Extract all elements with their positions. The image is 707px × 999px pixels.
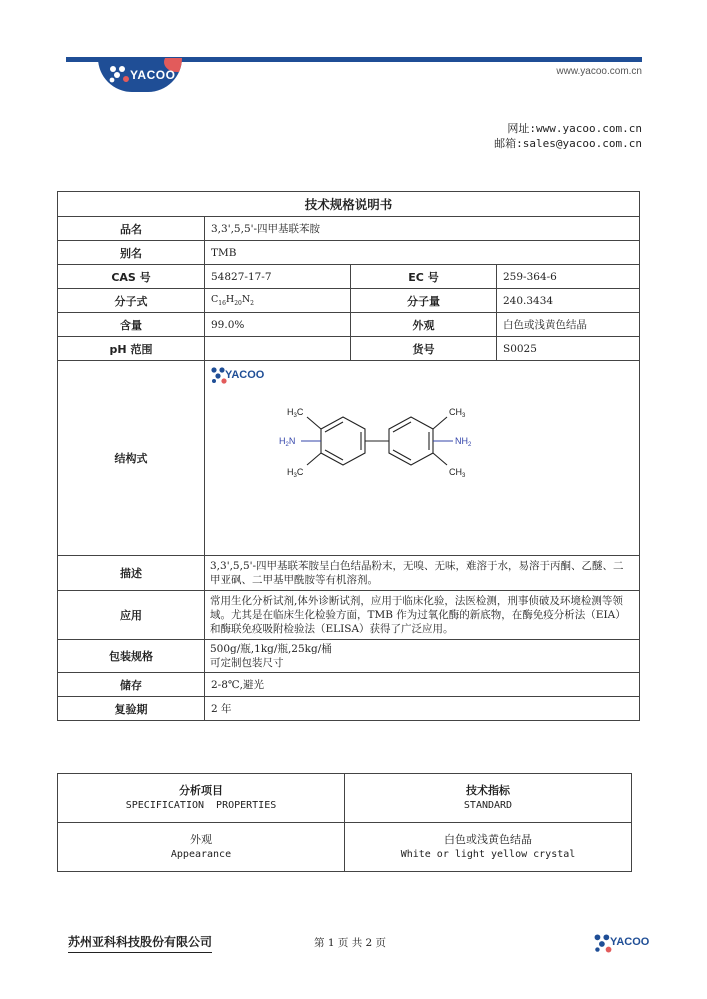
analysis-header-item-en: SPECIFICATION PROPERTIES [125,800,277,811]
header-site-url: www.yacoo.com.cn [556,66,642,77]
logo-text: YACOO [130,68,176,82]
label-cas: CAS 号 [58,265,205,289]
logo-molecule-icon [108,64,132,84]
value-ph [205,337,351,361]
spec-table [57,191,640,721]
methyl-label: $CH_3$ [449,407,466,419]
value-description: 3,3',5,5'-四甲基联苯胺呈白色结晶粉末，无嗅、无味，难溶于水，易溶于丙酮、乙醚、二甲亚砜、二甲基甲酰胺等有机溶剂。 [205,556,640,591]
analysis-header-standard-cn: 技术指标 [466,784,510,797]
footer-company-name: 苏州亚科科技股份有限公司 [68,933,212,953]
analysis-table [57,773,632,872]
value-appearance: 白色或浅黄色结晶 [497,313,640,337]
spec-table-title: 技术规格说明书 [58,192,640,217]
footer-logo-text: YACOO [610,936,650,948]
label-storage: 储存 [58,673,205,697]
company-logo [98,58,182,92]
label-alias: 别名 [58,241,205,265]
label-description: 描述 [58,556,205,591]
footer-page-number: 第 1 页 共 2 页 [314,937,387,949]
analysis-standard-en: White or light yellow crystal [400,849,576,860]
label-structure: 结构式 [58,361,205,556]
value-alias: TMB [205,241,640,265]
methyl-label: $H_3C$ [287,467,304,479]
chemical-structure-diagram [259,395,499,505]
methyl-label: $CH_3$ [449,467,466,479]
table-row [58,823,632,872]
label-ph: pH 范围 [58,337,205,361]
contact-block [494,121,642,151]
label-name: 品名 [58,217,205,241]
analysis-header-item-cn: 分析项目 [179,784,223,797]
packaging-line-2: 可定制包装尺寸 [210,657,284,669]
value-packaging [205,640,640,673]
label-content: 含量 [58,313,205,337]
methyl-label: $H_3C$ [287,407,304,419]
analysis-header-item [58,774,345,823]
analysis-item-en: Appearance [170,849,232,860]
label-packaging: 包装规格 [58,640,205,673]
value-name: 3,3',5,5'-四甲基联苯胺 [205,217,640,241]
value-formula: $C_{16}H_{20}N_2$ [205,289,351,313]
label-item-no: 货号 [351,337,497,361]
structure-logo [211,365,265,387]
footer-logo [594,933,650,955]
value-storage: 2-8℃,避光 [205,673,640,697]
analysis-header-standard [345,774,632,823]
label-application: 应用 [58,591,205,640]
value-application: 常用生化分析试剂,体外诊断试剂，应用于临床化验，法医检测，刑事侦破及环境检测等领域。尤其是在临床生化检验方面，TMB 作为过氧化酶的新底物，在酶免疫分析法（EIA）和酶联免疫吸附检验法（ELISA）获得了广泛应用。 [205,591,640,640]
label-formula: 分子式 [58,289,205,313]
analysis-item-cn: 外观 [190,833,212,846]
value-item-no: S0025 [497,337,640,361]
value-ec: 259-364-6 [497,265,640,289]
analysis-header-standard-en: STANDARD [463,800,513,811]
amine-label: $H_2N$ [279,436,296,448]
label-ec: EC 号 [351,265,497,289]
label-retest: 复验期 [58,697,205,721]
label-appearance: 外观 [351,313,497,337]
analysis-standard-cell [345,823,632,872]
value-mw: 240.3434 [497,289,640,313]
contact-email: 邮箱:sales@yacoo.com.cn [494,137,642,150]
value-cas: 54827-17-7 [205,265,351,289]
packaging-line-1: 500g/瓶,1kg/瓶,25kg/桶 [210,643,332,655]
contact-website: 网址:www.yacoo.com.cn [507,122,642,135]
structure-logo-text: YACOO [225,369,265,381]
value-content: 99.0% [205,313,351,337]
amine-label: $NH_2$ [455,436,472,448]
analysis-item-cell [58,823,345,872]
structure-cell [205,361,640,556]
label-mw: 分子量 [351,289,497,313]
analysis-standard-cn: 白色或浅黄色结晶 [444,833,532,846]
value-retest: 2 年 [205,697,640,721]
